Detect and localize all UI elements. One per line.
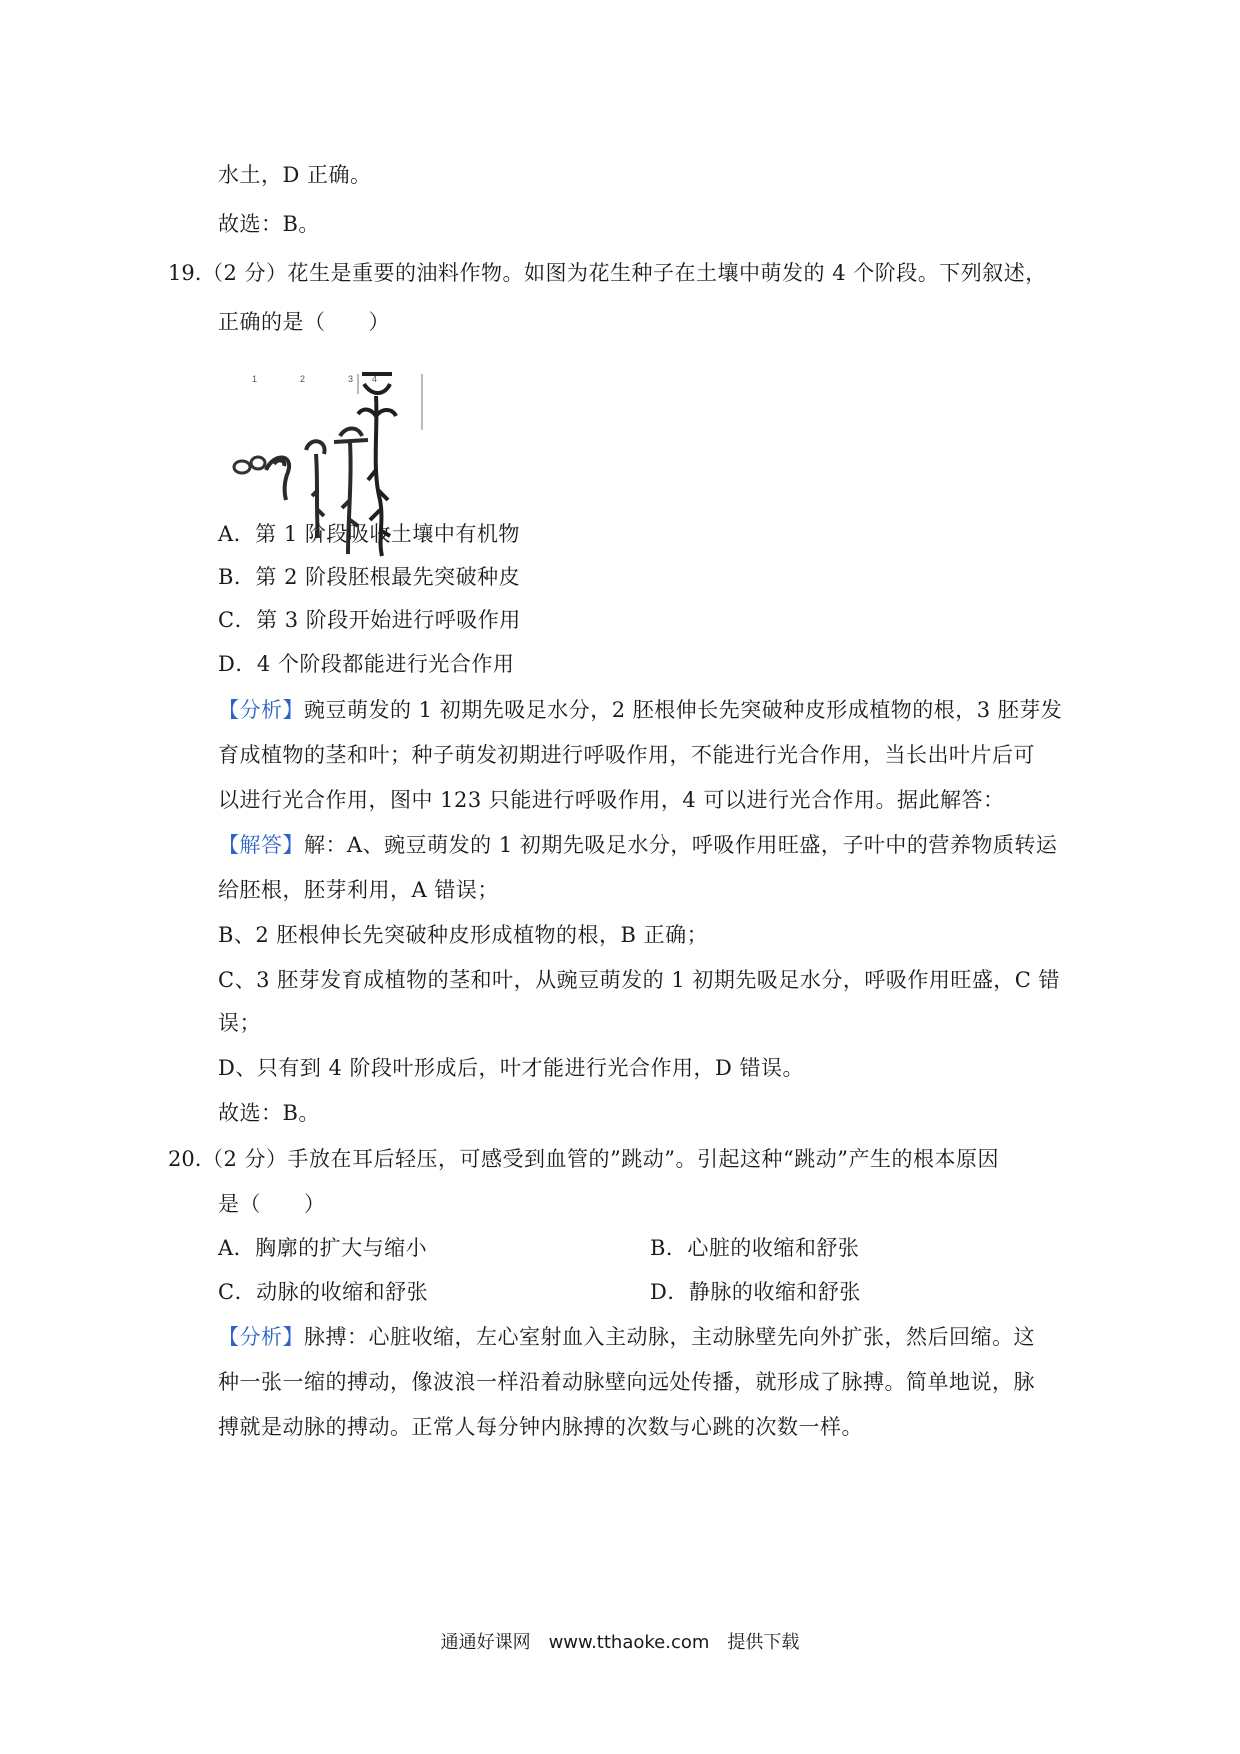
q19-solution-line-6: D、只有到 4 阶段叶形成后，叶才能进行光合作用，D 错误。 xyxy=(218,1056,805,1080)
question-19-stem-cont: 正确的是（ ） xyxy=(218,310,390,334)
q19-option-a: A．第 1 阶段吸收土壤中有机物 xyxy=(218,522,520,546)
solution-tag: 【解答】 xyxy=(218,833,304,857)
q19-analysis-line-3: 以进行光合作用，图中 123 只能进行呼吸作用，4 可以进行光合作用。据此解答： xyxy=(218,788,1005,812)
q20-option-a: A．胸廓的扩大与缩小 xyxy=(218,1236,428,1260)
figure-label-4: 4 xyxy=(372,374,378,384)
q20-option-b: B．心脏的收缩和舒张 xyxy=(650,1236,860,1260)
figure-label-1: 1 xyxy=(252,374,258,384)
question-20-number: 20. xyxy=(168,1147,202,1171)
q19-analysis-line-1: 【分析】豌豆萌发的 1 初期先吸足水分，2 胚根伸长先突破种皮形成植物的根，3 胚芽发 xyxy=(218,698,1063,722)
q19-solution-line-4: C、3 胚芽发育成植物的茎和叶，从豌豆萌发的 1 初期先吸足水分，呼吸作用旺盛，C 错 xyxy=(218,968,1061,992)
page-footer: 通通好课网 www.tthaoke.com 提供下载 xyxy=(440,1632,800,1653)
q19-solution-line-5: 误； xyxy=(218,1011,261,1035)
question-20-stem: （2 分）手放在耳后轻压，可感受到血管的”跳动”。引起这种“跳动”产生的根本原因 xyxy=(202,1147,999,1171)
q20-option-d: D．静脉的收缩和舒张 xyxy=(650,1280,861,1304)
analysis-tag: 【分析】 xyxy=(218,1325,304,1349)
q19-solution-line-3: B、2 胚根伸长先突破种皮形成植物的根，B 正确； xyxy=(218,923,709,947)
q20-analysis-line-3: 搏就是动脉的搏动。正常人每分钟内脉搏的次数与心跳的次数一样。 xyxy=(218,1415,863,1439)
q19-answer: 故选：B。 xyxy=(218,1101,320,1125)
figure-label-2: 2 xyxy=(300,374,306,384)
question-20-stem-cont: 是（ ） xyxy=(218,1192,326,1216)
q20-analysis-line-2: 种一张一缩的搏动，像波浪一样沿着动脉壁向远处传播，就形成了脉搏。简单地说，脉 xyxy=(218,1370,1035,1394)
q19-option-c: C．第 3 阶段开始进行呼吸作用 xyxy=(218,608,521,632)
prev-answer-line: 水土，D 正确。 xyxy=(218,163,372,187)
q19-solution-line-1: 【解答】解：A、豌豆萌发的 1 初期先吸足水分，呼吸作用旺盛，子叶中的营养物质转运 xyxy=(218,833,1058,857)
question-19-stem: （2 分）花生是重要的油料作物。如图为花生种子在土壤中萌发的 4 个阶段。下列叙述， xyxy=(202,261,1047,285)
q20-option-c: C．动脉的收缩和舒张 xyxy=(218,1280,429,1304)
stage-1-seed xyxy=(234,457,265,473)
q19-solution-line-2: 给胚根，胚芽利用，A 错误； xyxy=(218,878,499,902)
q19-option-b: B．第 2 阶段胚根最先突破种皮 xyxy=(218,565,521,589)
q19-analysis-line-2: 育成植物的茎和叶；种子萌发初期进行呼吸作用，不能进行光合作用，当长出叶片后可 xyxy=(218,743,1035,767)
stage-2-seedling xyxy=(266,457,289,500)
prev-answer-choice: 故选：B。 xyxy=(218,212,320,236)
q20-analysis-line-1: 【分析】脉搏：心脏收缩，左心室射血入主动脉，主动脉壁先向外扩张，然后回缩。这 xyxy=(218,1325,1035,1349)
question-19-number: 19. xyxy=(168,261,202,285)
analysis-tag: 【分析】 xyxy=(218,698,304,722)
q19-option-d: D．4 个阶段都能进行光合作用 xyxy=(218,652,515,676)
figure-label-3: 3 xyxy=(348,374,354,384)
